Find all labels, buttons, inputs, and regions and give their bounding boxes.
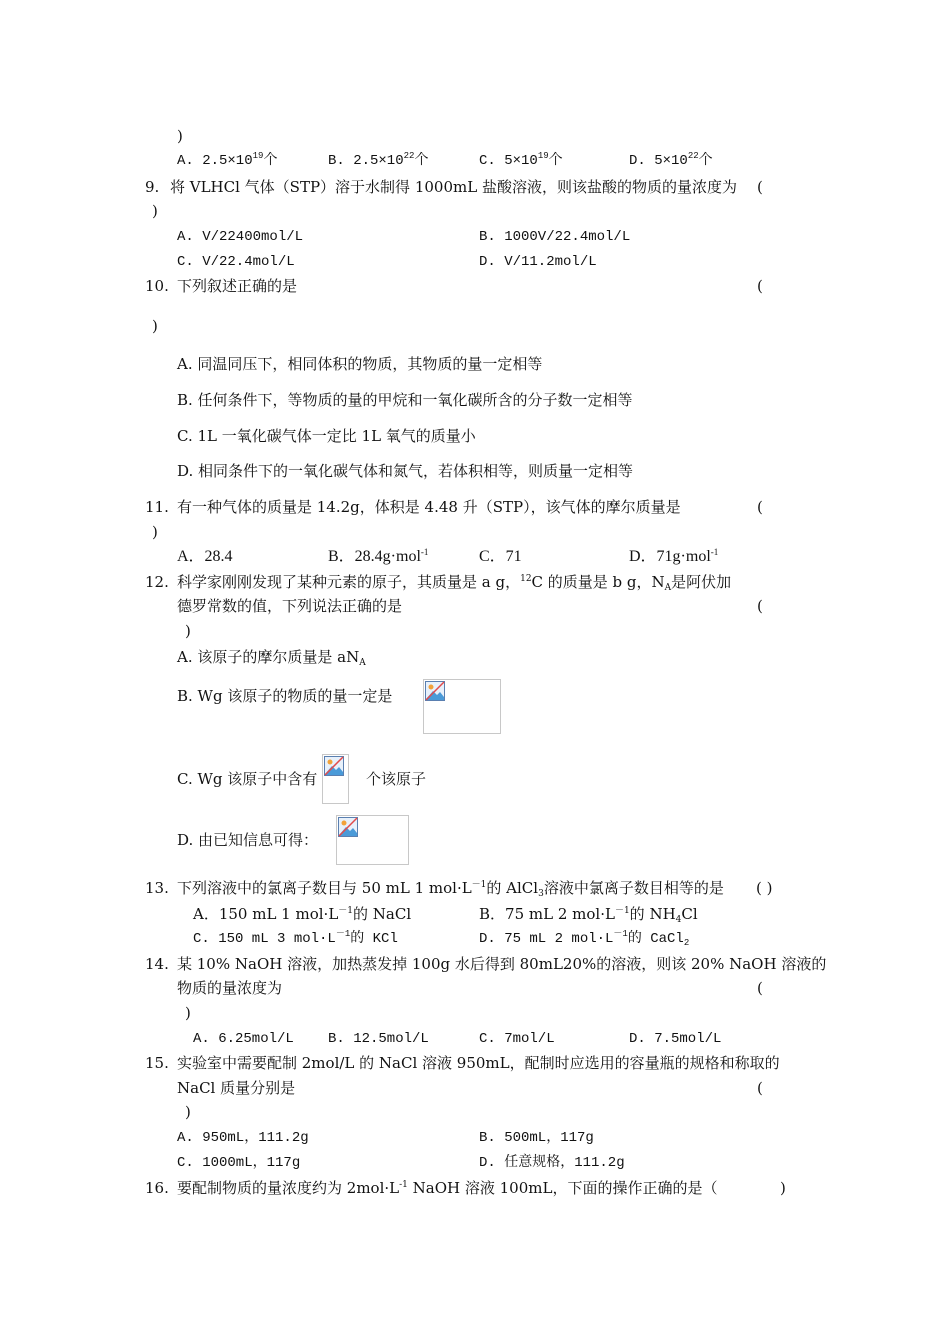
q13-paren: ( ) xyxy=(756,879,773,897)
q12-option-b-formula-image xyxy=(423,679,501,734)
q14-number: 14. xyxy=(145,955,169,973)
q10-number: 10. xyxy=(145,277,169,295)
q12-option-c: C. Wg 该原子中含有 xyxy=(177,770,318,788)
q12-option-b: B. Wg 该原子的物质的量一定是 xyxy=(177,687,393,705)
q12-open-paren: ( xyxy=(757,597,763,615)
q14-stem-line1: 某 10% NaOH 溶液，加热蒸发掉 100g 水后得到 80mL20%的溶液，则该 20% NaOH 溶液的 xyxy=(177,955,827,973)
q12-stem-line1: 科学家刚刚发现了某种元素的原子，其质量是 a g，$^{12}$C 的质量是 b g，$N_A$是阿伏加 xyxy=(177,573,732,593)
q10-option-a: A. 同温同压下，相同体积的物质，其物质的量一定相等 xyxy=(177,355,543,373)
q11-open-paren: ( xyxy=(757,498,763,516)
q11-stem: 有一种气体的质量是 14.2g，体积是 4.48 升（STP），该气体的摩尔质量是 xyxy=(177,498,681,516)
q12-option-a: A. 该原子的摩尔质量是 $aN_A$ xyxy=(177,648,366,668)
q9-close-paren: ) xyxy=(152,202,158,220)
q8-close-paren: ) xyxy=(177,127,183,145)
q15-option-d: D. 任意规格，111.2g xyxy=(479,1155,625,1171)
q14-option-d: D. 7.5mol/L xyxy=(629,1031,722,1047)
q14-close-paren: ) xyxy=(185,1004,191,1022)
q11-option-c: C．71 xyxy=(479,548,522,565)
q11-option-d: D．71g·mol$^{-1}$ xyxy=(629,547,719,565)
q12-option-d-formula-image xyxy=(336,815,409,865)
q15-option-a: A. 950mL，111.2g xyxy=(177,1130,309,1146)
q13-option-a: A．150 mL 1 $mol\cdot L^{-1}$的 NaCl xyxy=(193,905,412,923)
q15-stem-line2: NaCl 质量分别是 xyxy=(177,1079,296,1097)
q10-open-paren: ( xyxy=(757,277,763,295)
q12-option-c-tail: 个该原子 xyxy=(366,770,427,788)
q9-open-paren: ( xyxy=(757,178,763,196)
q12-option-d: D. 由已知信息可得： xyxy=(177,831,319,849)
q9-option-c: C. V/22.4mol/L xyxy=(177,254,295,270)
q15-stem-line1: 实验室中需要配制 2mol/L 的 NaCl 溶液 950mL，配制时应选用的容量瓶的规格和称取的 xyxy=(177,1054,780,1072)
q9-stem: 将 VLHCl 气体（STP）溶于水制得 1000mL 盐酸溶液，则该盐酸的物质的量浓度为 xyxy=(170,178,737,196)
q13-option-d: D. 75 mL 2 $mol\cdot L^{-1}$的 CaCl$_2$ xyxy=(479,929,690,948)
broken-image-icon xyxy=(338,817,358,837)
q8-option-a: A. $2.5\times 10^{19}$个 xyxy=(177,151,278,169)
q8-option-b: B. $2.5\times 10^{22}$个 xyxy=(328,151,429,169)
q13-number: 13. xyxy=(145,879,169,897)
q14-option-c: C. 7mol/L xyxy=(479,1031,555,1047)
q8-option-c: C. $5\times 10^{19}$个 xyxy=(479,151,563,169)
q12-option-c-formula-image xyxy=(322,754,349,804)
broken-image-icon xyxy=(324,756,344,776)
q15-option-b: B. 500mL，117g xyxy=(479,1130,594,1146)
q13-stem: 下列溶液中的氯离子数目与 50 mL 1 $mol\cdot L^{-1}$的 AlCl$_3$溶液中氯离子数目相等的是 xyxy=(177,879,724,899)
q11-number: 11. xyxy=(145,498,169,516)
q9-number: 9. xyxy=(145,178,160,196)
q14-stem-line2: 物质的量浓度为 xyxy=(177,979,283,997)
q9-option-d: D. V/11.2mol/L xyxy=(479,254,597,270)
q13-option-c: C. 150 mL 3 $mol\cdot L^{-1}$的 KCl xyxy=(193,929,398,947)
q10-stem: 下列叙述正确的是 xyxy=(177,277,298,295)
q15-open-paren: ( xyxy=(757,1079,763,1097)
q12-close-paren: ) xyxy=(185,622,191,640)
q9-option-a: A. V/22400mol/L xyxy=(177,229,304,245)
q12-number: 12. xyxy=(145,573,169,591)
q15-close-paren: ) xyxy=(185,1103,191,1121)
q15-option-c: C. 1000mL，117g xyxy=(177,1155,301,1171)
q11-option-a: A．28.4 xyxy=(177,548,233,565)
q16-number: 16. xyxy=(145,1179,169,1197)
q16-close-paren: ) xyxy=(780,1179,786,1197)
q8-option-d: D. $5\times 10^{22}$个 xyxy=(629,151,713,169)
q9-option-b: B. 1000V/22.4mol/L xyxy=(479,229,631,245)
q13-option-b: B．75 mL 2 $mol\cdot L^{-1}$的 $NH_4Cl$ xyxy=(479,905,698,925)
q16-stem: 要配制物质的量浓度约为 $2mol\cdot L^{-1}$ NaOH 溶液 100mL，下面的操作正确的是（ xyxy=(177,1179,718,1197)
q14-option-a: A. 6.25mol/L xyxy=(193,1031,294,1047)
q11-close-paren: ) xyxy=(152,523,158,541)
q12-stem-line2: 德罗常数的值，下列说法正确的是 xyxy=(177,597,403,615)
q14-open-paren: ( xyxy=(757,979,763,997)
broken-image-icon xyxy=(425,681,445,701)
q10-close-paren: ) xyxy=(152,317,158,335)
q10-option-b: B. 任何条件下，等物质的量的甲烷和一氧化碳所含的分子数一定相等 xyxy=(177,391,633,409)
q15-number: 15. xyxy=(145,1054,169,1072)
q11-option-b: B．28.4g·mol$^{-1}$ xyxy=(328,547,429,565)
q10-option-c: C. 1L 一氧化碳气体一定比 1L 氧气的质量小 xyxy=(177,427,476,445)
q10-option-d: D. 相同条件下的一氧化碳气体和氮气，若体积相等，则质量一定相等 xyxy=(177,462,634,480)
q14-option-b: B. 12.5mol/L xyxy=(328,1031,429,1047)
